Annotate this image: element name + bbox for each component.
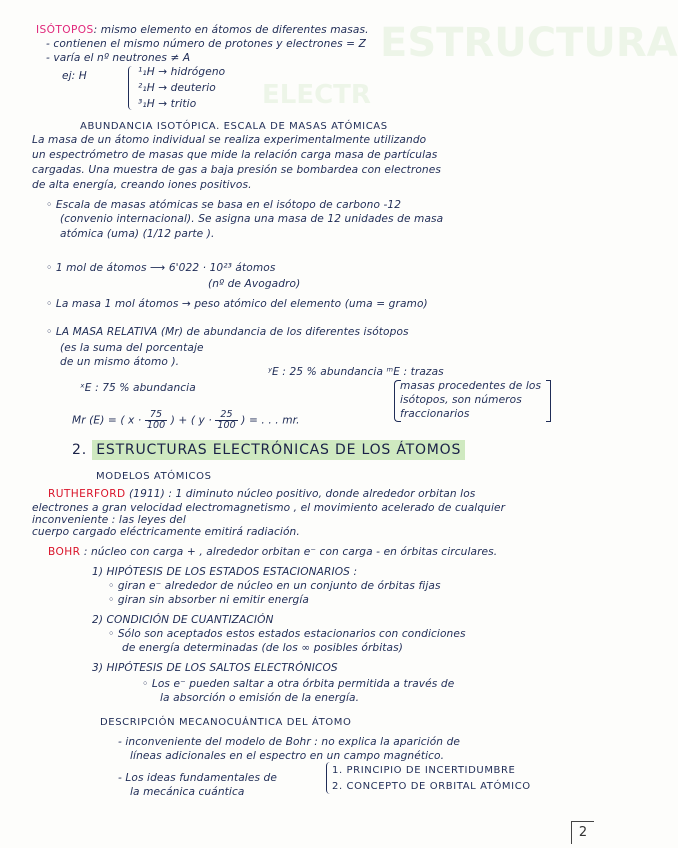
note-text: - Los ideas fundamentales de [118, 772, 277, 784]
note-text: ej: H [62, 70, 87, 82]
fraction-numerator: 25 [215, 410, 237, 421]
note-text: ²₁H → deuterio [138, 82, 216, 94]
note-line [92, 662, 338, 675]
isotope-brace [128, 66, 135, 110]
note-line [138, 66, 225, 79]
note-text: 2) CONDICIÓN DE CUANTIZACIÓN [92, 614, 274, 626]
note-text: (nº de Avogadro) [208, 278, 301, 290]
note-line [108, 580, 441, 593]
note-line [142, 678, 454, 691]
note-text: atómica (uma) (1/12 parte ). [60, 228, 215, 240]
note-text: la mecánica cuántica [130, 786, 245, 798]
faded-heading-watermark: ESTRUCTURA [380, 20, 678, 66]
note-text: 2. CONCEPTO DE ORBITAL ATÓMICO [332, 781, 531, 792]
note-line [80, 120, 388, 133]
note-line [60, 342, 204, 355]
note-line [130, 786, 244, 799]
note-text: - inconveniente del modelo de Bohr : no explica la aparición de [118, 736, 461, 748]
note-line [208, 278, 300, 291]
note-line [138, 98, 196, 111]
note-line [92, 566, 357, 579]
note-line [400, 380, 541, 393]
note-line [46, 38, 366, 51]
note-line [268, 366, 444, 379]
section-number: 2. [72, 442, 87, 458]
faded-subheading-watermark: ELECTR [262, 80, 371, 110]
highlighted-term: RUTHERFORD [48, 488, 126, 500]
note-line [72, 410, 300, 431]
note-text: un espectrómetro de masas que mide la relación carga masa de partículas [32, 149, 438, 161]
note-text: cargadas. Una muestra de gas a baja presión se bombardea con electrones [32, 164, 441, 176]
fraction-denominator: 100 [217, 420, 236, 431]
note-line [118, 772, 277, 785]
note-line [400, 408, 469, 421]
note-text: ³₁H → tritio [138, 98, 197, 110]
note-line [32, 179, 252, 192]
note-text: ◦ LA MASA RELATIVA (Mr) de abundancia de los diferentes isótopos [46, 326, 409, 338]
note-text: (1911) : 1 diminuto núcleo positivo, donde alrededor orbitan los [125, 488, 476, 500]
note-text: ◦ La masa 1 mol átomos → peso atómico del elemento (uma = gramo) [46, 298, 428, 310]
note-text: La masa de un átomo individual se realiza experimentalmente utilizando [32, 134, 427, 146]
note-text: ʸE : 25 % abundancia ᵐE : trazas [268, 366, 444, 378]
highlighted-term: BOHR [48, 546, 81, 558]
note-text: cuerpo cargado eléctricamente emitirá radiación. [32, 526, 300, 538]
note-text: 1) HIPÓTESIS DE LOS ESTADOS ESTACIONARIOS : [92, 566, 358, 578]
note-text: ◦ 1 mol de átomos ⟶ 6'022 · 10²³ átomos [46, 262, 276, 274]
note-line [118, 736, 460, 749]
note-line [160, 692, 359, 705]
note-line [400, 394, 522, 407]
note-text: ) + ( y · [167, 414, 216, 427]
note-text: : núcleo con carga + , alrededor orbitan e⁻ con carga - en órbitas circulares. [80, 546, 498, 558]
note-text: ABUNDANCIA ISOTÓPICA. ESCALA DE MASAS ATÓMICAS [80, 121, 388, 132]
note-line [108, 628, 466, 641]
highlighted-term: ISÓTOPOS [36, 24, 94, 36]
note-text: (es la suma del porcentaje [60, 342, 204, 354]
section-title-text: ESTRUCTURAS ELECTRÓNICAS DE LOS ÁTOMOS [92, 440, 465, 460]
note-line [48, 488, 475, 501]
note-line [108, 594, 309, 607]
note-line [96, 470, 212, 483]
note-text: ◦ Los e⁻ pueden saltar a otra órbita permitida a través de [142, 678, 455, 690]
note-line [60, 228, 214, 241]
note-line [46, 298, 428, 311]
note-text: - varía el nº neutrones ≠ A [46, 52, 191, 64]
note-line [46, 262, 275, 275]
note-text: líneas adicionales en el espectro en un campo magnético. [130, 750, 445, 762]
note-text: de alta energía, creando iones positivos. [32, 179, 252, 191]
note-line [332, 764, 515, 777]
note-text: masas procedentes de los [400, 380, 542, 392]
fraction [215, 410, 237, 431]
note-text: ˣE : 75 % abundancia [80, 382, 196, 394]
note-text: : mismo elemento en átomos de diferentes masas. [93, 24, 369, 36]
note-line [46, 326, 409, 339]
note-line [332, 780, 531, 793]
note-line [32, 164, 441, 177]
fraction-numerator: 75 [145, 410, 167, 421]
note-text: (convenio internacional). Se asigna una masa de 12 unidades de masa [60, 213, 444, 225]
note-text: MODELOS ATÓMICOS [96, 471, 212, 482]
note-text: de un mismo átomo ). [60, 356, 180, 368]
note-text: DESCRIPCIÓN MECANOCUÁNTICA DEL ÁTOMO [100, 717, 352, 728]
fraction-denominator: 100 [146, 420, 166, 431]
note-line [138, 82, 216, 95]
note-line [60, 356, 179, 369]
note-text: Mr (E) = ( x · [72, 414, 145, 427]
note-line [32, 149, 437, 162]
note-text: - contienen el mismo número de protones y electrones = Z [46, 38, 366, 50]
note-line [92, 614, 274, 627]
note-text: ◦ giran sin absorber ni emitir energía [108, 594, 309, 606]
note-text: isótopos, son números [400, 394, 522, 406]
page-number: 2 [571, 821, 594, 844]
note-text: ◦ Sólo son aceptados estos estados estacionarios con condiciones [108, 628, 466, 640]
note-line [48, 546, 497, 559]
note-text: ¹₁H → hidrógeno [138, 66, 226, 78]
note-text: ◦ giran e⁻ alrededor de núcleo en un conjunto de órbitas fijas [108, 580, 441, 592]
note-line [36, 24, 369, 37]
section-title [72, 442, 465, 458]
note-line [122, 642, 403, 655]
note-line [62, 70, 87, 83]
note-text: ) = . . . mr. [237, 414, 300, 427]
note-line [32, 134, 426, 147]
note-text: electrones a gran velocidad electromagnetismo , el movimiento acelerado de cualquier [32, 502, 506, 514]
note-line [32, 526, 300, 539]
note-text: de energía determinadas (de los ∞ posibles órbitas) [122, 642, 403, 654]
note-text: ◦ Escala de masas atómicas se basa en el isótopo de carbono -12 [46, 199, 402, 211]
fraction [145, 410, 167, 431]
note-line [46, 52, 190, 65]
note-text: fraccionarios [400, 408, 470, 420]
note-text: inconveniente : las leyes del [32, 514, 186, 526]
note-line [130, 750, 444, 763]
note-text: 3) HIPÓTESIS DE LOS SALTOS ELECTRÓNICOS [92, 662, 338, 674]
note-bracket-right [546, 380, 551, 422]
note-line [46, 199, 401, 212]
note-text: la absorción o emisión de la energía. [160, 692, 360, 704]
note-line [100, 716, 351, 729]
note-text: 1. PRINCIPIO DE INCERTIDUMBRE [332, 765, 516, 776]
note-line [60, 213, 443, 226]
note-line [80, 382, 196, 395]
